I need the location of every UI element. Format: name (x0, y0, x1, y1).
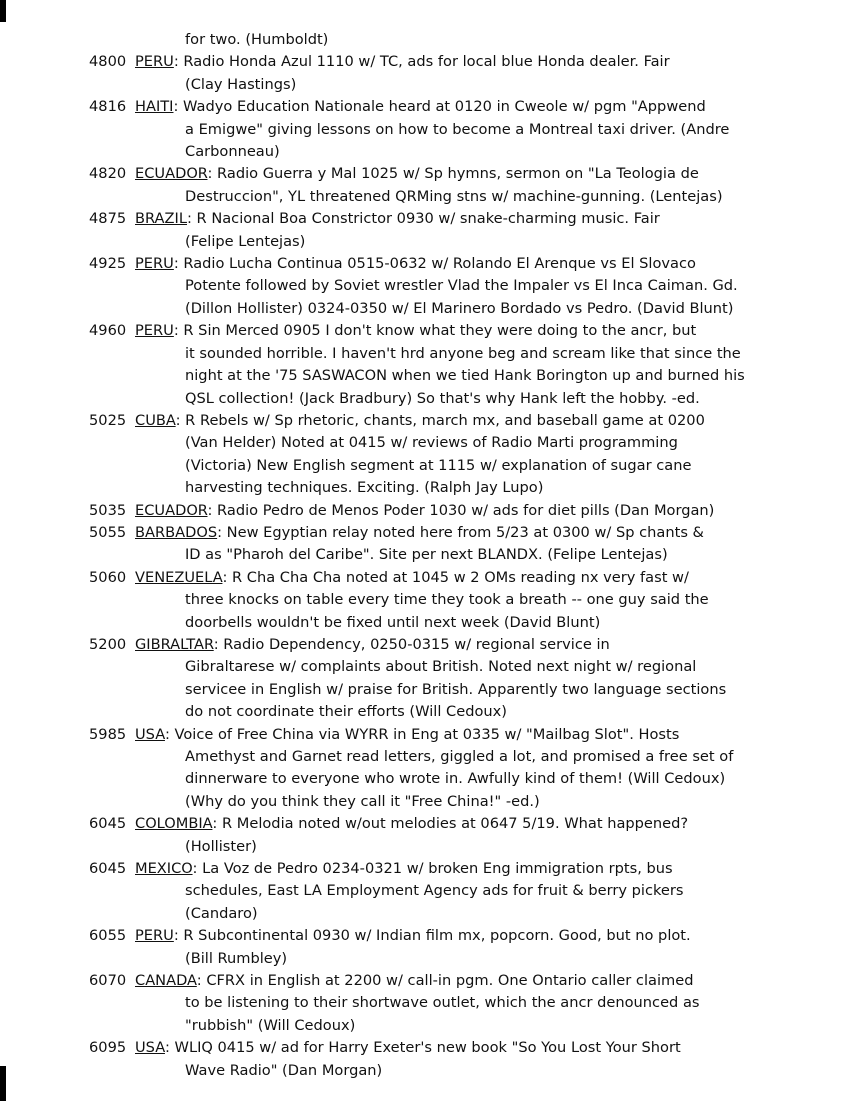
entry-text: CANADA: CFRX in English at 2200 w/ call-in pgm. One Ontario caller claimed (135, 972, 694, 990)
country-name: PERU (135, 255, 174, 273)
log-entry-line (89, 880, 789, 902)
log-entry-line (89, 746, 789, 768)
country-name: HAITI (135, 98, 174, 116)
frequency (89, 141, 135, 163)
scan-edge-bottom (0, 1066, 6, 1101)
country-name: BRAZIL (135, 210, 187, 228)
log-entry-line (89, 970, 789, 992)
log-entry-line (89, 51, 789, 73)
log-entry-line (89, 701, 789, 723)
frequency (89, 1015, 135, 1037)
log-entry-line (89, 544, 789, 566)
log-entry-line (89, 29, 789, 51)
frequency (89, 791, 135, 813)
frequency (89, 656, 135, 678)
log-entry-line (89, 656, 789, 678)
frequency (89, 298, 135, 320)
log-entry-line (89, 679, 789, 701)
log-entry-line (89, 298, 789, 320)
entry-text: dinnerware to everyone who wrote in. Awfully kind of them! (Will Cedoux) (185, 770, 726, 788)
frequency (89, 768, 135, 790)
log-entry-line (89, 74, 789, 96)
entry-text: GIBRALTAR: Radio Dependency, 0250-0315 w/ regional service in (135, 635, 610, 653)
log-entry-line (89, 589, 789, 611)
country-name: PERU (135, 53, 174, 71)
log-entry-line (89, 1060, 789, 1082)
frequency: 6055 (89, 927, 127, 945)
entry-text: HAITI: Wadyo Education Nationale heard at 0120 in Cweole w/ pgm "Appwend (135, 98, 706, 116)
log-entry-line (89, 836, 789, 858)
entry-text: PERU: Radio Honda Azul 1110 w/ TC, ads for local blue Honda dealer. Fair (135, 53, 670, 71)
entry-text: (Bill Rumbley) (185, 949, 288, 967)
entry-text: COLOMBIA: R Melodia noted w/out melodies at 0647 5/19. What happened? (135, 815, 689, 833)
entry-text: MEXICO: La Voz de Pedro 0234-0321 w/ broken Eng immigration rpts, bus (135, 860, 673, 878)
entry-text: it sounded horrible. I haven't hrd anyone beg and scream like that since the (185, 344, 741, 362)
frequency (89, 948, 135, 970)
country-name: ECUADOR (135, 165, 208, 183)
entry-text: (Felipe Lentejas) (185, 232, 306, 250)
entry-text: VENEZUELA: R Cha Cha Cha noted at 1045 w 2 OMs reading nx very fast w/ (135, 568, 689, 586)
log-entry-line (89, 365, 789, 387)
log-entry-line (89, 455, 789, 477)
frequency (89, 119, 135, 141)
frequency: 4875 (89, 210, 127, 228)
frequency (89, 992, 135, 1014)
log-entry-line (89, 903, 789, 925)
scan-edge-top (0, 0, 6, 22)
frequency (89, 455, 135, 477)
log-entry-line (89, 343, 789, 365)
frequency: 6095 (89, 1039, 127, 1057)
entry-text: ECUADOR: Radio Pedro de Menos Poder 1030 w/ ads for diet pills (Dan Morgan) (135, 501, 715, 519)
entry-text: servicee in English w/ praise for British. Apparently two language sections (185, 680, 727, 698)
country-name: USA (135, 1039, 165, 1057)
entry-text: CUBA: R Rebels w/ Sp rhetoric, chants, march mx, and baseball game at 0200 (135, 411, 705, 429)
log-entry-line (89, 231, 789, 253)
log-entry-line (89, 275, 789, 297)
log-entry-line (89, 388, 789, 410)
log-entry-line (89, 612, 789, 634)
frequency: 5025 (89, 411, 127, 429)
log-entry-line (89, 1037, 789, 1059)
entry-text: doorbells wouldn't be fixed until next week (David Blunt) (185, 613, 601, 631)
log-entry-line (89, 253, 789, 275)
country-name: PERU (135, 927, 174, 945)
log-entry-line (89, 925, 789, 947)
frequency (89, 679, 135, 701)
entry-text: (Dillon Hollister) 0324-0350 w/ El Marinero Bordado vs Pedro. (David Blunt) (185, 299, 734, 317)
frequency: 4960 (89, 322, 127, 340)
entry-text: (Candaro) (185, 904, 258, 922)
entry-text: Destruccion", YL threatened QRMing stns w/ machine-gunning. (Lentejas) (185, 187, 723, 205)
frequency (89, 231, 135, 253)
entry-text: for two. (Humboldt) (185, 31, 329, 48)
entry-text: BRAZIL: R Nacional Boa Constrictor 0930 w/ snake-charming music. Fair (135, 210, 660, 228)
frequency: 5055 (89, 523, 127, 541)
log-entry-line (89, 858, 789, 880)
entry-text: three knocks on table every time they took a breath -- one guy said the (185, 591, 709, 609)
log-entry-line (89, 724, 789, 746)
frequency (89, 903, 135, 925)
country-name: PERU (135, 322, 174, 340)
log-entry-line (89, 634, 789, 656)
country-name: BARBADOS (135, 523, 218, 541)
frequency: 6045 (89, 860, 127, 878)
log-entry-line (89, 948, 789, 970)
logbook-page (89, 29, 789, 1082)
country-name: ECUADOR (135, 501, 208, 519)
country-name: GIBRALTAR (135, 635, 214, 653)
frequency: 6070 (89, 972, 127, 990)
log-entry-line (89, 163, 789, 185)
entry-text: PERU: R Sin Merced 0905 I don't know what they were doing to the ancr, but (135, 322, 697, 340)
log-entry-line (89, 500, 789, 522)
country-name: CANADA (135, 972, 197, 990)
log-entry-line (89, 119, 789, 141)
frequency: 4800 (89, 53, 127, 71)
frequency (89, 388, 135, 410)
entry-text: (Victoria) New English segment at 1115 w/ explanation of sugar cane (185, 456, 692, 474)
frequency (89, 343, 135, 365)
entry-text: Potente followed by Soviet wrestler Vlad the Impaler vs El Inca Caiman. Gd. (185, 277, 738, 295)
log-entry-line (89, 813, 789, 835)
entry-text: QSL collection! (Jack Bradbury) So that's why Hank left the hobby. -ed. (185, 389, 700, 407)
log-entry-line (89, 208, 789, 230)
frequency (89, 589, 135, 611)
country-name: MEXICO (135, 860, 193, 878)
log-entry-line (89, 410, 789, 432)
entry-text: Wave Radio" (Dan Morgan) (185, 1061, 383, 1079)
log-entry-line (89, 1015, 789, 1037)
country-name: USA (135, 725, 165, 743)
log-entry-line (89, 522, 789, 544)
entry-text: (Clay Hastings) (185, 75, 297, 93)
entry-text: (Van Helder) Noted at 0415 w/ reviews of Radio Marti programming (185, 434, 678, 452)
entry-text: ID as "Pharoh del Caribe". Site per next BLANDX. (Felipe Lentejas) (185, 546, 668, 564)
log-entry-line (89, 96, 789, 118)
frequency (89, 477, 135, 499)
entry-text: Carbonneau) (185, 143, 280, 161)
frequency (89, 432, 135, 454)
frequency (89, 186, 135, 208)
frequency: 5060 (89, 568, 127, 586)
entry-text: BARBADOS: New Egyptian relay noted here from 5/23 at 0300 w/ Sp chants & (135, 523, 704, 541)
country-name: COLOMBIA (135, 815, 213, 833)
frequency (89, 74, 135, 96)
entry-text: Amethyst and Garnet read letters, giggled a lot, and promised a free set of (185, 748, 734, 765)
frequency (89, 612, 135, 634)
entry-text: schedules, East LA Employment Agency ads for fruit & berry pickers (185, 882, 684, 900)
frequency (89, 836, 135, 858)
entry-text: harvesting techniques. Exciting. (Ralph Jay Lupo) (185, 479, 544, 497)
log-entry-line (89, 320, 789, 342)
frequency (89, 1060, 135, 1082)
frequency: 5035 (89, 501, 127, 519)
entry-text: "rubbish" (Will Cedoux) (185, 1016, 356, 1034)
country-name: VENEZUELA (135, 568, 223, 586)
frequency: 5200 (89, 635, 127, 653)
country-name: CUBA (135, 411, 176, 429)
log-entry-line (89, 567, 789, 589)
frequency: 4925 (89, 255, 127, 273)
frequency (89, 29, 135, 51)
log-entry-line (89, 477, 789, 499)
log-entry-line (89, 768, 789, 790)
frequency (89, 880, 135, 902)
entry-text: Gibraltarese w/ complaints about British. Noted next night w/ regional (185, 658, 697, 676)
frequency (89, 746, 135, 768)
frequency: 4816 (89, 98, 127, 116)
log-entry-line (89, 186, 789, 208)
log-entry-line (89, 791, 789, 813)
entry-text: (Why do you think they call it "Free China!" -ed.) (185, 792, 540, 810)
frequency: 4820 (89, 165, 127, 183)
entry-text: a Emigwe" giving lessons on how to become a Montreal taxi driver. (Andre (185, 120, 730, 138)
log-entry-line (89, 992, 789, 1014)
frequency (89, 365, 135, 387)
entry-text: to be listening to their shortwave outlet, which the ancr denounced as (185, 994, 700, 1012)
frequency (89, 544, 135, 566)
entry-text: PERU: Radio Lucha Continua 0515-0632 w/ Rolando El Arenque vs El Slovaco (135, 255, 696, 273)
frequency: 6045 (89, 815, 127, 833)
entry-text: USA: Voice of Free China via WYRR in Eng at 0335 w/ "Mailbag Slot". Hosts (135, 725, 680, 743)
entry-text: do not coordinate their efforts (Will Cedoux) (185, 703, 507, 721)
entry-text: ECUADOR: Radio Guerra y Mal 1025 w/ Sp hymns, sermon on "La Teologia de (135, 165, 699, 183)
entry-text: USA: WLIQ 0415 w/ ad for Harry Exeter's new book "So You Lost Your Short (135, 1039, 681, 1057)
log-entry-line (89, 432, 789, 454)
entry-text: (Hollister) (185, 837, 257, 855)
log-entry-line (89, 141, 789, 163)
frequency: 5985 (89, 725, 127, 743)
entry-text: night at the '75 SASWACON when we tied Hank Borington up and burned his (185, 367, 745, 385)
frequency (89, 701, 135, 723)
frequency (89, 275, 135, 297)
entry-text: PERU: R Subcontinental 0930 w/ Indian film mx, popcorn. Good, but no plot. (135, 927, 691, 945)
